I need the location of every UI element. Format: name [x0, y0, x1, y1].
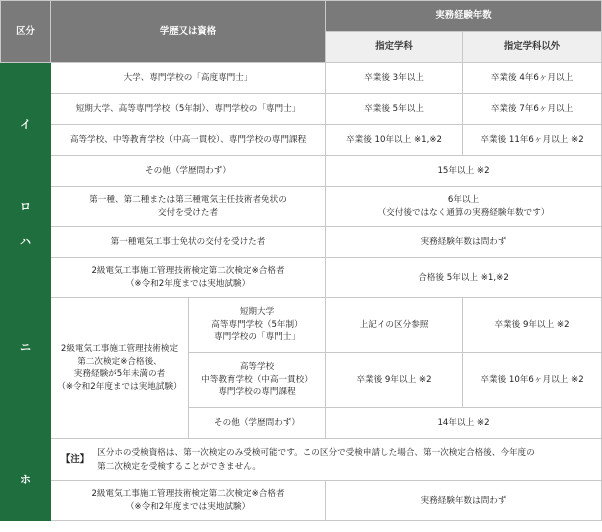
section-ho-label: ホ — [1, 439, 51, 521]
row-ni2-sub2-school — [189, 353, 326, 408]
row-i4-qualification: その他（学歴問わず） — [51, 156, 326, 187]
row-ni1-qualification-line2: （※令和2年度までは実地試験） — [125, 278, 251, 289]
header-qualification: 学歴又は資格 — [51, 1, 326, 63]
row-ho-qualification-line2: （※令和2年度までは実地試験） — [125, 501, 251, 512]
row-ro-experience — [326, 187, 602, 227]
row-ni1-experience: 合格後 5年以上 ※1,※2 — [326, 258, 602, 298]
row-ni2-sub1-line2: 高等専門学校（5年制） — [211, 319, 303, 330]
row-ni2-line1: 2級電気工事施工管理技術検定 — [60, 344, 179, 354]
note-line2: 第二次検定を受検することができません。 — [97, 461, 261, 472]
row-ro-qualification-line2: 交付を受けた者 — [157, 207, 219, 218]
row-ro-experience-line1: 6年以上 — [447, 195, 480, 205]
row-i2-other: 卒業後 7年6ヶ月以上 — [463, 94, 602, 125]
header-experience: 実務経験年数 — [326, 1, 602, 32]
row-ro-qualification-line1: 第一種、第二種または第三種電気主任技術者免状の — [89, 195, 287, 205]
row-ni2-sub1-line3: 専門学校の「専門士」 — [214, 332, 300, 343]
row-i1-other: 卒業後 4年6ヶ月以上 — [463, 63, 602, 94]
row-ni2-sub2-line1: 高等学校 — [239, 362, 275, 373]
row-ho-qualification — [51, 481, 326, 521]
row-ni2-sub1-other: 卒業後 9年以上 ※2 — [463, 298, 602, 353]
row-ho-qualification-line1: 2級電気工事施工管理技術検定第二次検定※合格者 — [91, 489, 285, 499]
row-ha-experience: 実務経験年数は問わず — [326, 227, 602, 258]
section-i-label: イ — [1, 63, 51, 187]
row-i4-experience: 15年以上 ※2 — [326, 156, 602, 187]
row-ro-experience-line2: （交付後ではなく通算の実務経験年数です） — [377, 207, 550, 218]
row-ni2-sub2-designated: 卒業後 9年以上 ※2 — [326, 353, 463, 408]
row-i2-designated: 卒業後 5年以上 — [326, 94, 463, 125]
row-i1-qualification: 大学、専門学校の「高度専門士」 — [51, 63, 326, 94]
note-tag: 【注】 — [61, 453, 90, 465]
row-i3-designated: 卒業後 10年以上 ※1,※2 — [326, 125, 463, 156]
row-ni2-line3: 実務経験が5年未満の者 — [73, 369, 166, 379]
row-i2-qualification: 短期大学、高等専門学校（5年制）、専門学校の「専門士」 — [51, 94, 326, 125]
row-ni2-sub2-line2: 中等教育学校（中高一貫校） — [201, 374, 313, 385]
section-ni-label: ニ — [1, 258, 51, 439]
row-ni2-sub3-school: その他（学歴問わず） — [189, 408, 326, 439]
section-ha-label: ハ — [1, 227, 51, 258]
note-line1: 区分ホの受検資格は、第一次検定のみ受検可能です。この区分で受検申請した場合、第一次検定合格後、今年度の — [97, 447, 535, 458]
row-ni1-qualification — [51, 258, 326, 298]
row-ro-qualification — [51, 187, 326, 227]
header-category: 区分 — [1, 1, 51, 63]
row-ni2-sub3-experience: 14年以上 ※2 — [326, 408, 602, 439]
section-ro-label: ロ — [1, 187, 51, 227]
row-ni2-line2: 第二次検定※合格後、 — [77, 356, 162, 367]
row-ho-note — [51, 439, 602, 481]
header-other: 指定学科以外 — [463, 32, 602, 63]
row-ni1-qualification-line1: 2級電気工事施工管理技術検定第二次検定※合格者 — [91, 266, 285, 276]
row-ha-qualification: 第一種電気工事士免状の交付を受けた者 — [51, 227, 326, 258]
row-ni2-qualification — [51, 298, 189, 439]
row-i3-other: 卒業後 11年6ヶ月以上 ※2 — [463, 125, 602, 156]
row-ni2-line4: （※令和2年度までは実地試験） — [57, 381, 182, 392]
row-ni2-sub1-line1: 短期大学 — [239, 307, 275, 318]
header-designated: 指定学科 — [326, 32, 463, 63]
row-ni2-sub2-other: 卒業後 10年6ヶ月以上 ※2 — [463, 353, 602, 408]
row-ho-experience: 実務経験年数は問わず — [326, 481, 602, 521]
row-ni2-sub2-line3: 専門学校の専門課程 — [218, 387, 296, 398]
row-ni2-sub1-designated: 上記イの区分参照 — [326, 298, 463, 353]
row-ni2-sub1-school — [189, 298, 326, 353]
row-i1-designated: 卒業後 3年以上 — [326, 63, 463, 94]
row-i3-qualification: 高等学校、中等教育学校（中高一貫校）、専門学校の専門課程 — [51, 125, 326, 156]
